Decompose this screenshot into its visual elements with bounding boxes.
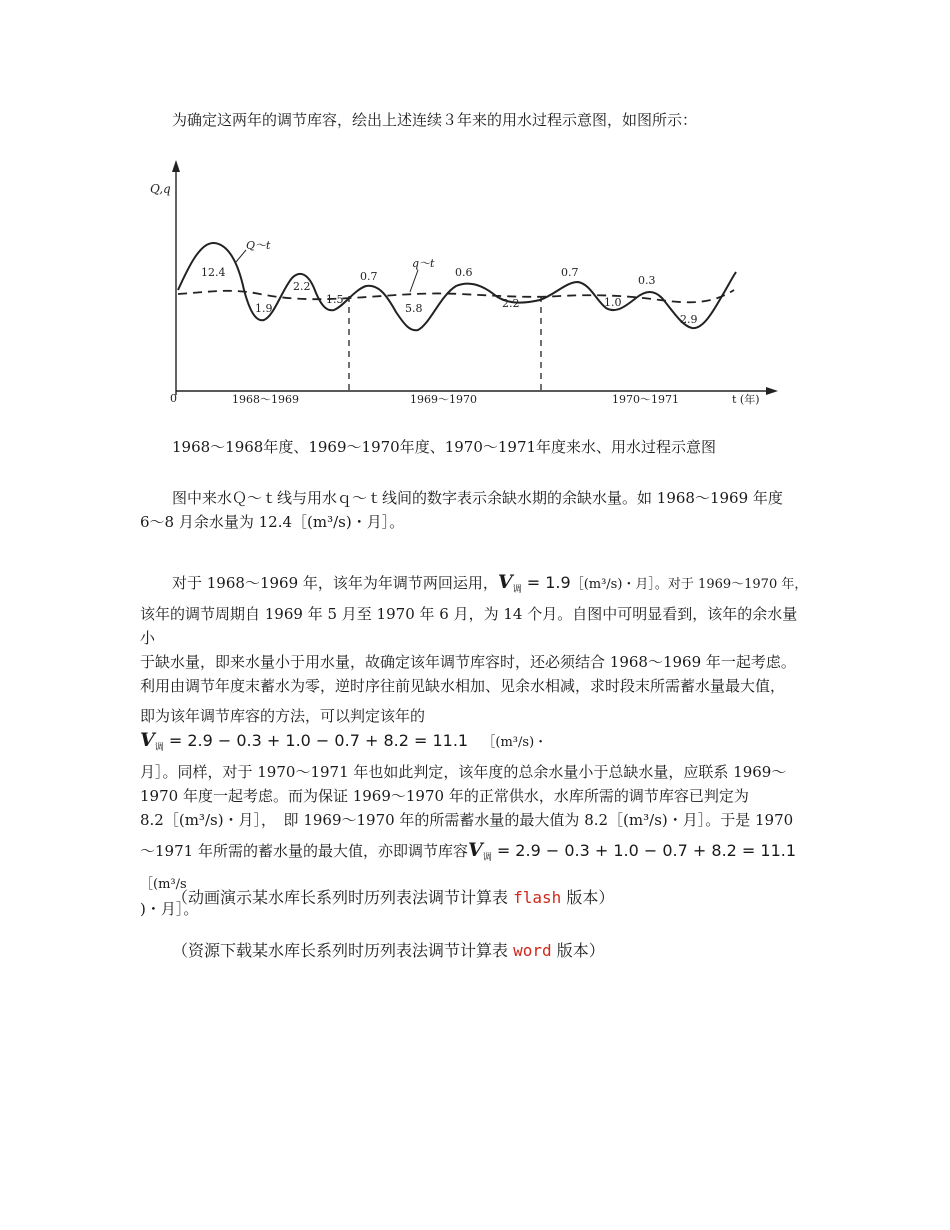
value-label: 2.2	[293, 280, 311, 293]
paragraph-2	[140, 570, 812, 921]
value-label: 1.5	[326, 293, 344, 306]
paragraph-2-line: 1970 年度一起考虑。而为保证 1969～1970 年的正常供水，水库所需的调节库容已判定为	[140, 787, 749, 806]
y-axis-label: Q,q	[150, 182, 171, 196]
value-label: 1.9	[255, 302, 273, 315]
paragraph-1	[140, 487, 812, 534]
paragraph-2-line: 利用由调节年度末蓄水为零，逆时序往前见缺水相加、见余水相减，求时段末所需蓄水量最大值，	[140, 677, 786, 696]
paragraph-1-line: 6～8 月余水量为 12.4［(m³/s)・月］。	[140, 512, 405, 531]
period-label: 1968～1969	[232, 393, 299, 406]
paragraph-2-line: )・月］。	[140, 899, 199, 918]
paragraph-2-line: 8.2［(m³/s)・月］， 即 1969～1970 年的所需蓄水量的最大值为 8.2［(m³/s)・月］。于是 1970	[140, 811, 794, 830]
paragraph-2-line: 该年的调节周期自 1969 年 5 月至 1970 年 6 月，为 14 个月。自图中可明显看到，该年的余水量小	[140, 605, 798, 648]
paragraph-2-line: ～1971 年所需的蓄水量的最大值，亦即调节库容$V_调 = 2.9 - 0.3 + 1.0 - 0.7 + 8.2$ = 11.1［(m³/s	[140, 839, 797, 892]
word-version-link[interactable]: （资源下载某水库长系列时历列表法调节计算表 word 版本）	[172, 941, 605, 960]
paragraph-2-line: 即为该年调节库容的方法，可以判定该年的$V_调 = 2.9 - 0.3 + 1.0 - 0.7 + 8.2 = 11.1$ ［(m³/s)・	[140, 707, 548, 754]
y-axis-arrow	[172, 160, 180, 172]
curve-Q-leader	[236, 250, 246, 262]
value-label: 0.7	[561, 266, 579, 279]
value-label: 0.6	[455, 266, 473, 279]
value-label: 2.9	[680, 313, 698, 326]
equation-v-1: $V_调 = 1.9$	[497, 571, 571, 596]
x-axis-label: t (年)	[732, 393, 760, 406]
equation-v-2: $V_调 = 2.9 - 0.3 + 1.0 - 0.7 + 8.2 = 11.1$	[140, 729, 469, 754]
flash-version-link[interactable]: （动画演示某水库长系列时历列表法调节计算表 flash 版本）	[172, 888, 615, 907]
paragraph-2-line: 月］。同样，对于 1970～1971 年也如此判定，该年度的总余水量小于总缺水量，应联系 1969～	[140, 763, 787, 782]
value-label: 0.7	[360, 270, 378, 283]
curve-q-leader	[410, 270, 418, 292]
x-axis-arrow	[766, 387, 778, 395]
paragraph-2-line: 对于 1968～1969 年，该年为年调节两回运用，$V_调$ = 1.9［(m³/s)・月］。对于 1969～1970 年，	[172, 571, 808, 596]
intro-text: 为确定这两年的调节库容，绘出上述连续３年来的用水过程示意图，如图所示：	[172, 111, 698, 129]
value-label: 5.8	[405, 302, 423, 315]
value-label: 2.2	[502, 297, 520, 310]
curve-q-label: q～t	[412, 257, 435, 270]
figure-caption: 1968～1968年度、1969～1970年度、1970～1971年度来水、用水过程示意图	[172, 438, 717, 456]
value-label: 0.3	[638, 274, 656, 287]
word-keyword[interactable]: word	[513, 941, 552, 960]
period-label: 1970～1971	[612, 393, 679, 406]
curve-Q-label: Q～t	[246, 239, 271, 252]
equation-v-3: $V_调 = 2.9 - 0.3 + 1.0 - 0.7 + 8.2 = 11.1$	[467, 839, 797, 864]
paragraph-2-line: 于缺水量，即来水量小于用水量，故确定该年调节库容时，还必须结合 1968～1969 年一起考虑。	[140, 653, 796, 672]
value-label: 1.0	[604, 296, 622, 309]
water-process-figure	[0, 0, 950, 420]
value-label: 12.4	[201, 266, 226, 279]
paragraph-1-line: 图中来水Ｑ～ｔ线与用水ｑ～ｔ线间的数字表示余缺水期的余缺水量。如 1968～1969 年度	[172, 489, 783, 507]
origin-label: 0	[170, 392, 177, 405]
flash-keyword[interactable]: flash	[513, 888, 562, 907]
period-label: 1969～1970	[410, 393, 477, 406]
